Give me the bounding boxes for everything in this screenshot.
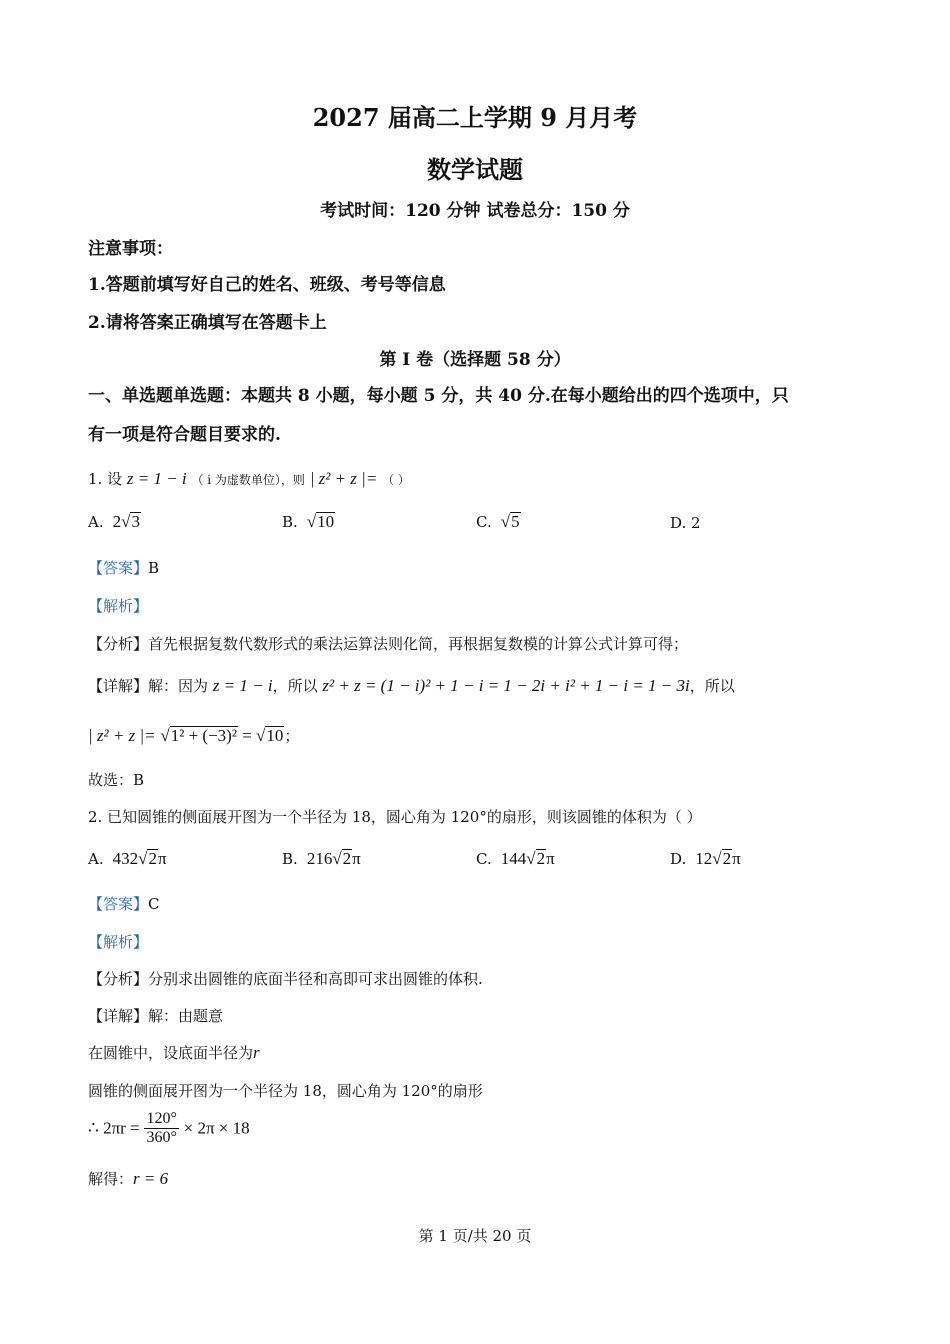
q2-option-b: B. 216√2π (282, 849, 361, 868)
q1-analysis: 【分析】首先根据复数代数形式的乘法运算法则化简，再根据复数模的计算公式计算可得； (88, 635, 689, 653)
part-heading: 第 I 卷（选择题 58 分） (379, 350, 571, 370)
q2-analysis: 【分析】分别求出圆锥的底面半径和高即可求出圆锥的体积. (88, 970, 483, 988)
q2-answer: 【答案】C (88, 895, 160, 913)
q2-option-a: A. 432√2π (88, 849, 167, 868)
q1-expression: | z² + z |= (309, 469, 378, 488)
exam-title: 2027 届高二上学期 9 月月考 (312, 103, 638, 132)
notice-item-1: 1.答题前填写好自己的姓名、班级、考号等信息 (88, 275, 446, 295)
q2-line1: 在圆锥中，设底面半径为r (88, 1043, 260, 1062)
q2-detail: 【详解】解：由题意 (88, 1007, 224, 1025)
section-heading-line1: 一、单选题单选题：本题共 8 小题，每小题 5 分，共 40 分.在每小题给出的四个选项中，只 (88, 386, 789, 406)
q2-jiexi: 【解析】 (88, 933, 149, 951)
q1-option-a: A. 2√3 (88, 512, 140, 531)
question-1 (88, 468, 862, 489)
exam-meta: 考试时间：120 分钟 试卷总分：150 分 (320, 201, 630, 221)
section-heading-line2: 有一项是符合题目要求的. (88, 425, 281, 445)
page-footer: 第 1 页/共 20 页 (418, 1227, 532, 1245)
q1-note: （ i 为虚数单位），则 (191, 473, 305, 487)
q2-equation: ∴ 2πr = $\frac{120^\circ}{360^\circ}$ × 2π × 18 (88, 1110, 250, 1146)
exam-subtitle: 数学试题 (427, 155, 523, 184)
q1-detail-modulus: | z² + z |= √1² + (−3)² = √10； (88, 726, 300, 745)
q1-jiexi: 【解析】 (88, 597, 149, 615)
q1-number: 1. 设 (88, 470, 123, 488)
notice-item-2: 2.请将答案正确填写在答题卡上 (88, 313, 327, 333)
q2-fraction: $\frac{120^\circ}{360^\circ}$ (146, 1110, 177, 1146)
notice-heading: 注意事项： (88, 239, 173, 259)
q1-z-definition: z = 1 − i (126, 469, 187, 488)
q1-option-c: C. √5 (476, 512, 520, 531)
q2-option-c: C. 144√2π (476, 849, 555, 868)
q1-answer: 【答案】B (88, 559, 160, 577)
q1-option-b: B. √10 (282, 512, 335, 531)
question-2: 2. 已知圆锥的侧面展开图为一个半径为 18，圆心角为 120°的扇形，则该圆锥的体积为（ ） (88, 808, 702, 826)
q2-solve: 解得：r = 6 (88, 1169, 169, 1188)
q2-line2: 圆锥的侧面展开图为一个半径为 18，圆心角为 120°的扇形 (88, 1082, 483, 1100)
q1-option-d: D. 2 (670, 514, 701, 532)
q2-option-d: D. 12√2π (670, 849, 741, 868)
q1-choose: 故选：B (88, 771, 145, 789)
q1-detail: 【详解】解：因为 z = 1 − i，所以 z² + z = (1 − i)² + 1 − i = 1 − 2i + i² + 1 − i = 1 − 3i，所以 (88, 676, 735, 695)
q1-paren: （ ） (382, 473, 410, 487)
